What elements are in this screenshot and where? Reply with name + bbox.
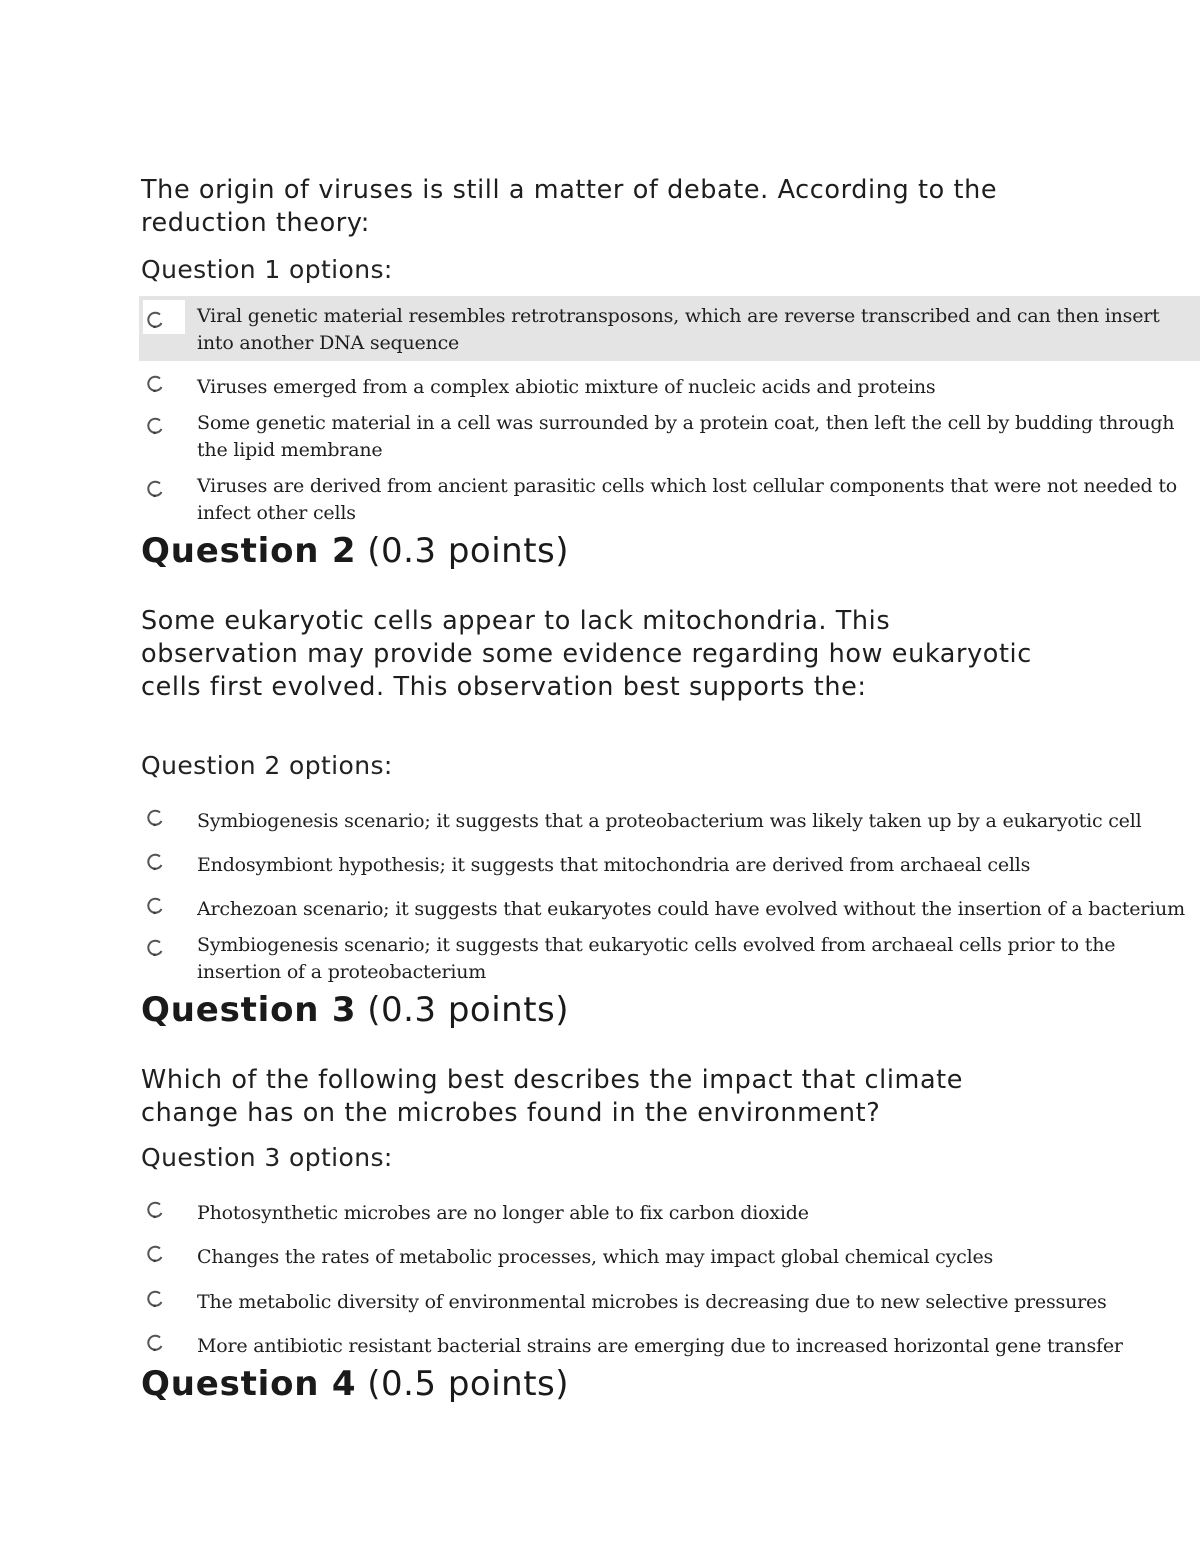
question-1-options-label: Question 1 options:: [141, 255, 393, 284]
question-points: (0.3 points): [367, 990, 570, 1030]
question-1-option-4[interactable]: [139, 473, 1200, 529]
radio-button-icon[interactable]: [145, 1333, 165, 1353]
option-text: Viruses emerged from a complex abiotic mixture of nucleic acids and proteins: [197, 376, 936, 398]
radio-button-icon[interactable]: [145, 1244, 165, 1264]
radio-button-icon[interactable]: [145, 374, 165, 394]
question-2-option-4[interactable]: [139, 932, 1200, 988]
option-text: Viral genetic material resembles retrotransposons, which are reverse transcribed and can then insert into another DNA sequence: [197, 305, 1160, 354]
option-text: Changes the rates of metabolic processes, which may impact global chemical cycles: [197, 1246, 994, 1268]
question-3-option-2[interactable]: [139, 1244, 1200, 1274]
radio-button-icon[interactable]: [145, 852, 165, 872]
option-text: Some genetic material in a cell was surrounded by a protein coat, then left the cell by budding through the lipid membrane: [197, 412, 1175, 461]
question-1-option-1[interactable]: [139, 296, 1200, 361]
question-3-option-4[interactable]: [139, 1333, 1200, 1363]
radio-button-icon[interactable]: [145, 938, 165, 958]
question-3-option-1[interactable]: [139, 1200, 1200, 1230]
option-text: The metabolic diversity of environmental microbes is decreasing due to new selective pressures: [197, 1291, 1107, 1313]
question-number: Question 3: [141, 990, 357, 1030]
radio-button-icon[interactable]: [145, 896, 165, 916]
option-text: Viruses are derived from ancient parasitic cells which lost cellular components that were not needed to infect other cells: [197, 475, 1177, 524]
radio-button-icon[interactable]: [145, 479, 165, 499]
question-3-prompt: Which of the following best describes the impact that climate change has on the microbes found in the environment?: [141, 1065, 964, 1128]
option-text: Symbiogenesis scenario; it suggests that eukaryotic cells evolved from archaeal cells prior to the insertion of a proteobacterium: [197, 934, 1116, 983]
option-text: Symbiogenesis scenario; it suggests that a proteobacterium was likely taken up by a eukaryotic cell: [197, 810, 1142, 832]
question-3-heading: [141, 990, 569, 1030]
question-number: Question 2: [141, 531, 357, 571]
question-2-heading: [141, 531, 569, 571]
question-2-options-label: Question 2 options:: [141, 751, 393, 780]
question-2-prompt: Some eukaryotic cells appear to lack mitochondria. This observation may provide some evidence regarding how eukaryotic cells first evolved. This observation best supports the:: [141, 606, 1032, 702]
radio-button-icon[interactable]: [145, 1289, 165, 1309]
question-2-option-2[interactable]: [139, 852, 1200, 882]
question-3-option-3[interactable]: [139, 1289, 1200, 1319]
question-1-option-3[interactable]: [139, 410, 1200, 466]
radio-button-icon[interactable]: [145, 808, 165, 828]
question-points: (0.3 points): [367, 531, 570, 571]
radio-button-icon[interactable]: [145, 1200, 165, 1220]
question-1-option-2[interactable]: [139, 374, 1200, 404]
option-text: More antibiotic resistant bacterial strains are emerging due to increased horizontal gene transfer: [197, 1335, 1123, 1357]
question-2-option-3[interactable]: [139, 896, 1200, 926]
radio-button-icon[interactable]: [145, 310, 165, 330]
question-points: (0.5 points): [367, 1364, 570, 1404]
question-number: Question 4: [141, 1364, 357, 1404]
question-3-options-label: Question 3 options:: [141, 1143, 393, 1172]
question-4-heading: [141, 1364, 569, 1404]
question-1-prompt: The origin of viruses is still a matter of debate. According to the reduction theory:: [141, 175, 998, 238]
option-text: Archezoan scenario; it suggests that eukaryotes could have evolved without the insertion of a bacterium: [197, 898, 1185, 920]
radio-button-icon[interactable]: [145, 416, 165, 436]
option-text: Endosymbiont hypothesis; it suggests that mitochondria are derived from archaeal cells: [197, 854, 1031, 876]
question-2-option-1[interactable]: [139, 808, 1200, 838]
option-text: Photosynthetic microbes are no longer able to fix carbon dioxide: [197, 1202, 809, 1224]
